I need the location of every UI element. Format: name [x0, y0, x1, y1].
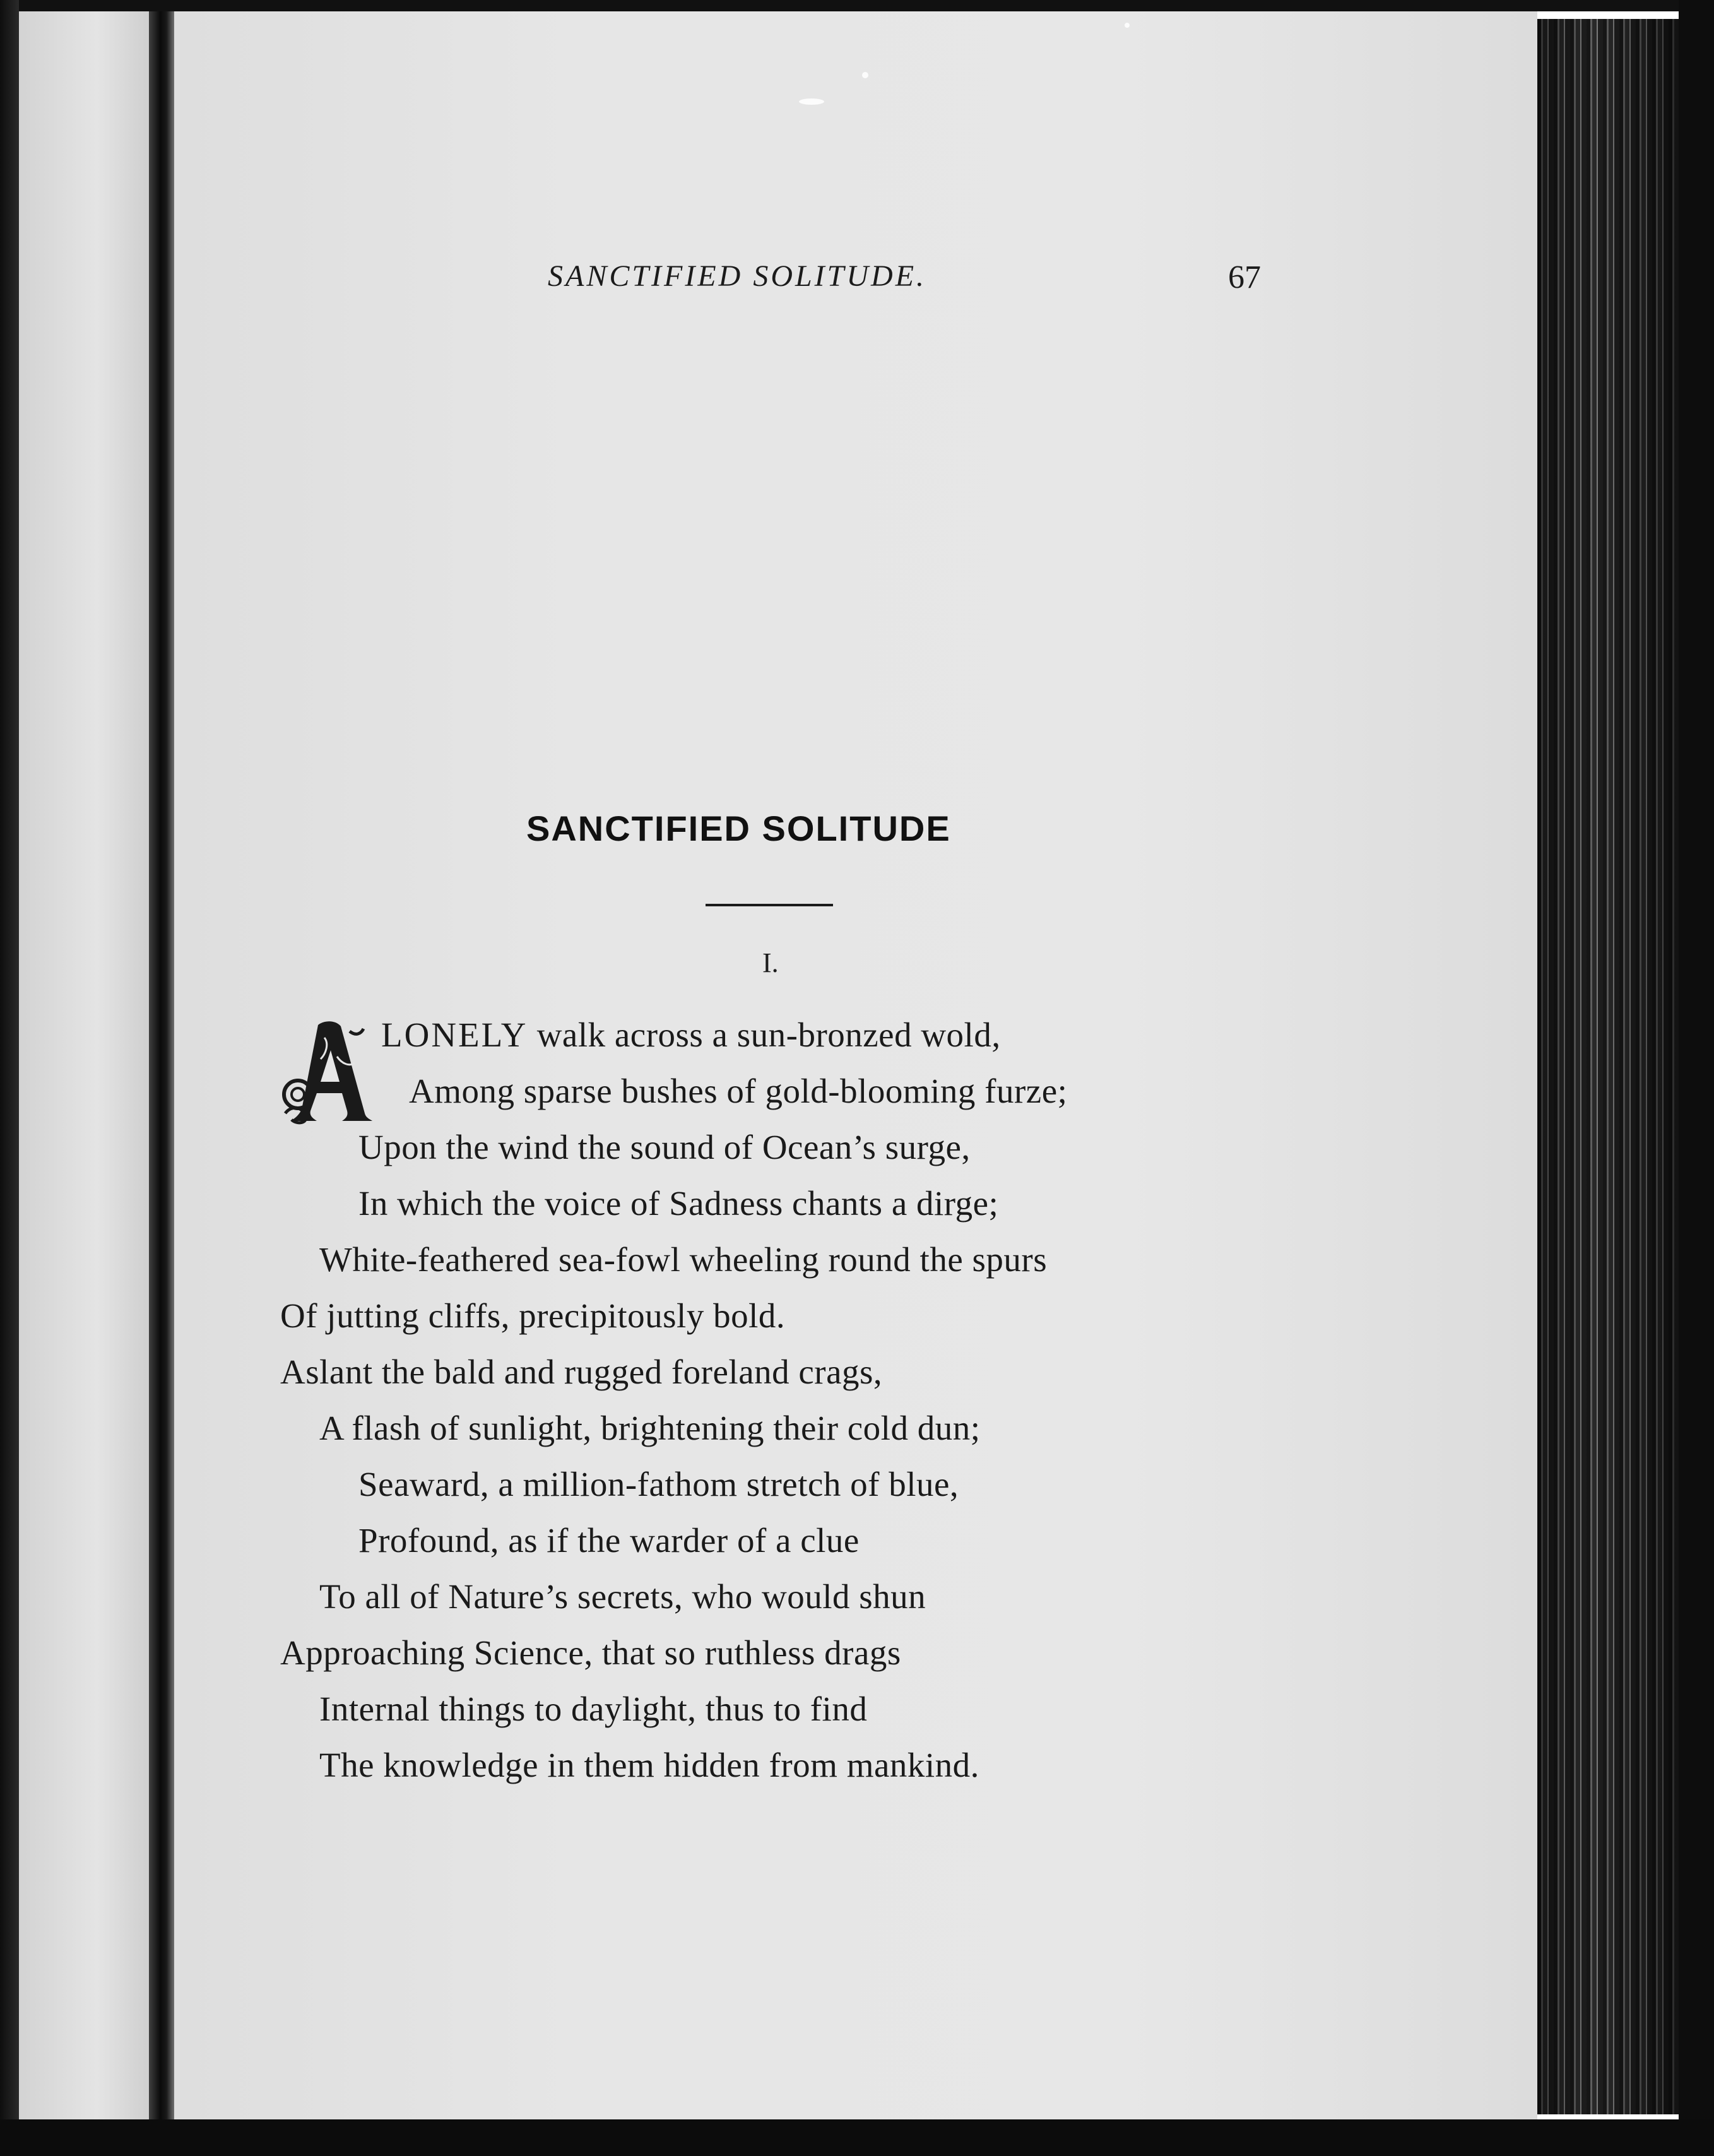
- poem-line-2: Among sparse bushes of gold-blooming furze;: [409, 1072, 1068, 1110]
- poem-line-7: Aslant the bald and rugged foreland crags,: [280, 1353, 883, 1391]
- left-page-edge: [19, 11, 149, 2119]
- first-word-smallcaps: LONELY: [381, 1016, 528, 1054]
- book-page: [174, 11, 1537, 2119]
- poem-line-9: Seaward, a million-fathom stretch of blue,: [358, 1465, 959, 1503]
- page-stack-shadow: [1537, 19, 1679, 2114]
- page-number: 67: [1228, 259, 1261, 295]
- poem-title: SANCTIFIED SOLITUDE: [526, 808, 951, 848]
- poem-line-13: Internal things to daylight, thus to find: [319, 1690, 868, 1728]
- scan-speck: [862, 72, 868, 78]
- book-gutter: [149, 11, 174, 2119]
- poem-line-8: A flash of sunlight, brightening their cold dun;: [319, 1409, 981, 1447]
- scan-border-right: [1679, 0, 1714, 2156]
- poem-line-11: To all of Nature’s secrets, who would shun: [319, 1577, 926, 1616]
- poem-line-6: Of jutting cliffs, precipitously bold.: [280, 1296, 786, 1335]
- running-head: SANCTIFIED SOLITUDE.: [548, 259, 927, 293]
- poem-line-1: [381, 1015, 1001, 1055]
- section-numeral: I.: [762, 947, 779, 978]
- scan-speck: [799, 98, 824, 105]
- scan-border-top: [0, 0, 1714, 11]
- poem-line-10: Profound, as if the warder of a clue: [358, 1521, 860, 1560]
- poem-line-12: Approaching Science, that so ruthless drags: [280, 1633, 901, 1672]
- ornamental-drop-cap-a-icon: [280, 1019, 374, 1126]
- poem-line-3: Upon the wind the sound of Ocean’s surge,: [358, 1128, 971, 1166]
- poem-line-4: In which the voice of Sadness chants a dirge;: [358, 1184, 999, 1223]
- poem-line-5: White-feathered sea-fowl wheeling round the spurs: [319, 1240, 1048, 1279]
- title-rule: [706, 904, 833, 906]
- scan-speck: [1125, 23, 1130, 28]
- scan-border-bottom: [0, 2119, 1714, 2156]
- first-line-text: walk across a sun-bronzed wold,: [528, 1016, 1001, 1054]
- scan-border-left: [0, 0, 19, 2156]
- poem-line-14: The knowledge in them hidden from mankind.: [319, 1746, 979, 1784]
